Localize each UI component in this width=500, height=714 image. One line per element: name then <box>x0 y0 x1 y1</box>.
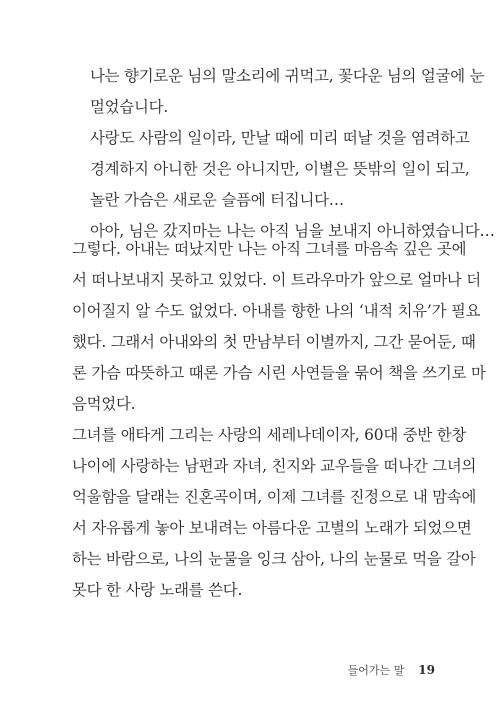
paragraph-line: 그렇다. 아내는 떠났지만 나는 아직 그녀를 마음속 깊은 곳에 <box>72 240 467 258</box>
paragraph-line: 서 자유롭게 놓아 보내려는 아름다운 고별의 노래가 되었으면 <box>72 519 472 537</box>
poem-line: 아아, 님은 갔지마는 나는 아직 님을 보내지 아니하였습니다… <box>90 222 495 240</box>
paragraph-line: 서 떠나보내지 못하고 있었다. 이 트라우마가 앞으로 얼마나 더 <box>72 271 481 289</box>
running-section-title: 들어가는 말 <box>347 664 405 677</box>
paragraph-line: 나이에 사랑하는 남편과 자녀, 친지와 교우들을 떠나간 그녀의 <box>72 457 477 475</box>
paragraph-line: 이어질지 알 수도 없었다. 아내를 향한 나의 ‘내적 치유’가 필요 <box>72 302 481 320</box>
paragraph-line: 그녀를 애타게 그리는 사랑의 세레나데이자, 60대 중반 한창 <box>72 426 467 444</box>
poem-line: 놀란 가슴은 새로운 슬픔에 터집니다… <box>90 191 344 209</box>
poem-line: 멀었습니다. <box>90 98 169 116</box>
paragraph-line: 못다 한 사랑 노래를 쓴다. <box>72 581 243 599</box>
paragraph-line: 했다. 그래서 아내와의 첫 만남부터 이별까지, 그간 묻어둔, 때 <box>72 333 476 351</box>
page-footer <box>348 662 435 678</box>
paragraph-line: 론 가슴 따뜻하고 때론 가슴 시린 사연들을 묶어 책을 쓰기로 마 <box>72 364 486 382</box>
poem-line: 경계하지 아니한 것은 아니지만, 이별은 뜻밖의 일이 되고, <box>90 160 470 178</box>
paragraph-line: 억울함을 달래는 진혼곡이며, 이제 그녀를 진정으로 내 맘속에 <box>72 488 477 506</box>
paragraph-line: 하는 바람으로, 나의 눈물을 잉크 삼아, 나의 눈물로 먹을 갈아 <box>72 550 476 568</box>
page-number: 19 <box>418 663 435 677</box>
paragraph-line: 음먹었다. <box>72 395 136 413</box>
poem-line: 사랑도 사람의 일이라, 만날 때에 미리 떠날 것을 염려하고 <box>90 129 470 147</box>
poem-line: 나는 향기로운 님의 말소리에 귀먹고, 꽃다운 님의 얼굴에 눈 <box>90 67 485 85</box>
